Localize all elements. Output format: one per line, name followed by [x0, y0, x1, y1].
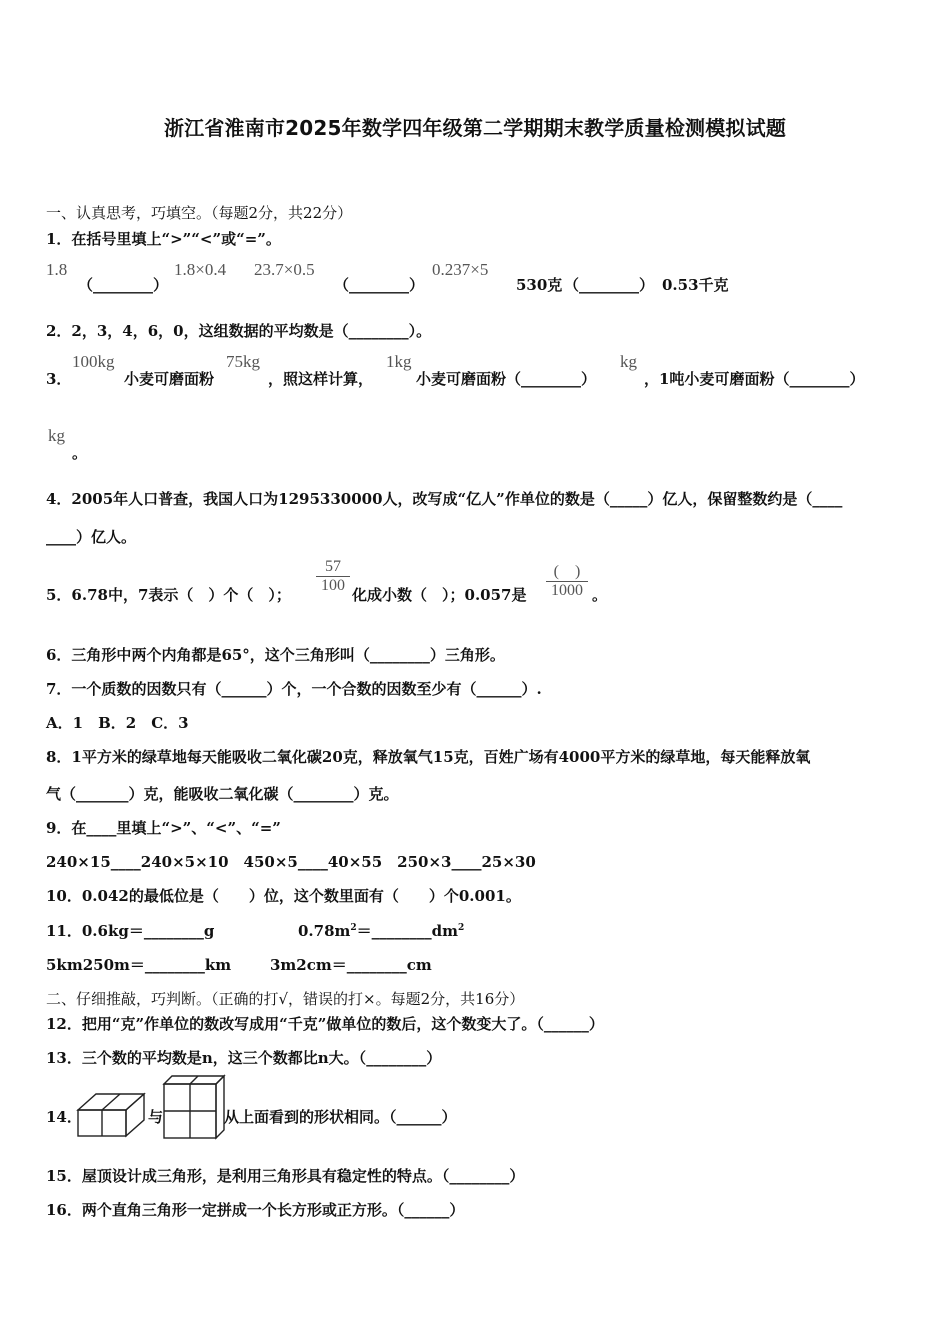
q5-frac2-denominator: 1000	[551, 582, 583, 599]
section-2-heading: 二、仔细推敲，巧判断。（正确的打√，错误的打×。每题2分，共16分）	[46, 990, 525, 1008]
question-4-line-1: 4．2005年人口普查，我国人口为1295330000人，改写成“亿人”作单位的数是（_____）亿人，保留整数约是（____	[46, 490, 843, 508]
question-5-text-2: 化成小数（ ）；0.057是	[352, 586, 527, 604]
question-11-b	[298, 920, 464, 941]
question-8-line-1: 8．1平方米的绿草地每天能吸收二氧化碳20克，释放氧气15克，百姓广场有4000平方米的绿草地，每天能释放氧	[46, 748, 811, 766]
question-3-number: 3．	[46, 370, 72, 388]
q1-a-blank[interactable]: （________）	[78, 276, 169, 294]
q3-text-1: 小麦可磨面粉	[124, 370, 215, 388]
q1-c-right: 0.53千克	[662, 276, 729, 294]
question-8-line-2: 气（_______）克，能吸收二氧化碳（________）克。	[46, 785, 399, 803]
question-11-c: 5km250m＝________km	[46, 956, 232, 974]
q5-frac-numerator: 57	[325, 558, 341, 575]
cuboid-two-cubes-figure	[76, 1092, 146, 1140]
question-11-d: 3m2cm＝________cm	[270, 956, 432, 974]
question-6: 6．三角形中两个内角都是65°，这个三角形叫（________）三角形。	[46, 646, 505, 664]
question-14-text: 从上面看到的形状相同。（______）	[224, 1108, 457, 1126]
question-7: 7．一个质数的因数只有（______）个，一个合数的因数至少有（______）.	[46, 680, 542, 698]
question-13: 13．三个数的平均数是n，这三个数都比n大。（________）	[46, 1049, 442, 1067]
q5-fraction-57-100	[316, 558, 350, 595]
page-title: 浙江省淮南市2025年数学四年级第二学期期末教学质量检测模拟试题	[163, 116, 787, 140]
q5-end: 。	[592, 586, 608, 604]
q5-frac2-numerator[interactable]: ( )	[553, 563, 581, 580]
q3-75kg: 75kg	[226, 352, 260, 371]
stacked-cubes-figure	[162, 1074, 226, 1140]
question-5-text-1: 5．6.78中，7表示（ ）个（ ）；	[46, 586, 291, 604]
q11-b-value: 0.78m	[298, 922, 351, 940]
question-9-stem: 9．在____里填上“>”、“<”、“=”	[46, 819, 281, 837]
question-1-stem: 1．在括号里填上“>”“<”或“=”。	[46, 230, 281, 248]
question-16: 16．两个直角三角形一定拼成一个长方形或正方形。（______）	[46, 1201, 465, 1219]
q11-b-sup: 2	[350, 923, 357, 933]
q3-kg-unit: kg	[620, 352, 637, 371]
q5-fraction-blank-1000	[546, 558, 588, 600]
q3-end: 。	[72, 444, 88, 462]
q1-a-left: 1.8	[46, 260, 68, 279]
question-7-options: A．1 B．2 C．3	[46, 714, 189, 732]
q1-c-blank[interactable]: （________）	[564, 276, 655, 294]
q1-b-left: 23.7×0.5	[254, 260, 315, 279]
q1-b-blank[interactable]: （________）	[334, 276, 425, 294]
question-11-a: 11．0.6kg＝________g	[46, 922, 215, 940]
question-4-line-2: ____）亿人。	[46, 528, 137, 546]
q1-c-left: 530克	[516, 276, 563, 294]
q11-b-blank: ＝________dm	[356, 922, 459, 940]
q3-text-4[interactable]: ，1吨小麦可磨面粉（________）	[644, 370, 865, 388]
question-14-and: 与	[148, 1108, 164, 1126]
q5-frac-denominator: 100	[321, 577, 345, 594]
q11-b2-sup: 2	[458, 923, 465, 933]
q3-text-3[interactable]: 小麦可磨面粉（________）	[416, 370, 597, 388]
question-10: 10．0.042的最低位是（ ）位，这个数里面有（ ）个0.001。	[46, 887, 521, 905]
q3-kg-unit-2: kg	[48, 426, 65, 445]
q3-1kg: 1kg	[386, 352, 412, 371]
q3-text-2: ，照这样计算，	[268, 370, 374, 388]
section-1-heading: 一、认真思考，巧填空。（每题2分，共22分）	[46, 204, 353, 222]
question-15: 15．屋顶设计成三角形，是利用三角形具有稳定性的特点。（________）	[46, 1167, 525, 1185]
question-14-number: 14．	[46, 1108, 82, 1126]
q1-b-right: 0.237×5	[432, 260, 489, 279]
question-2: 2．2，3，4，6，0，这组数据的平均数是（________）。	[46, 322, 432, 340]
q3-100kg: 100kg	[72, 352, 115, 371]
question-9-items: 240×15____240×5×10 450×5____40×55 250×3____25×30	[46, 853, 536, 871]
question-12: 12．把用“克”作单位的数改写成用“千克”做单位的数后，这个数变大了。（______）	[46, 1015, 604, 1033]
q1-a-right: 1.8×0.4	[174, 260, 227, 279]
